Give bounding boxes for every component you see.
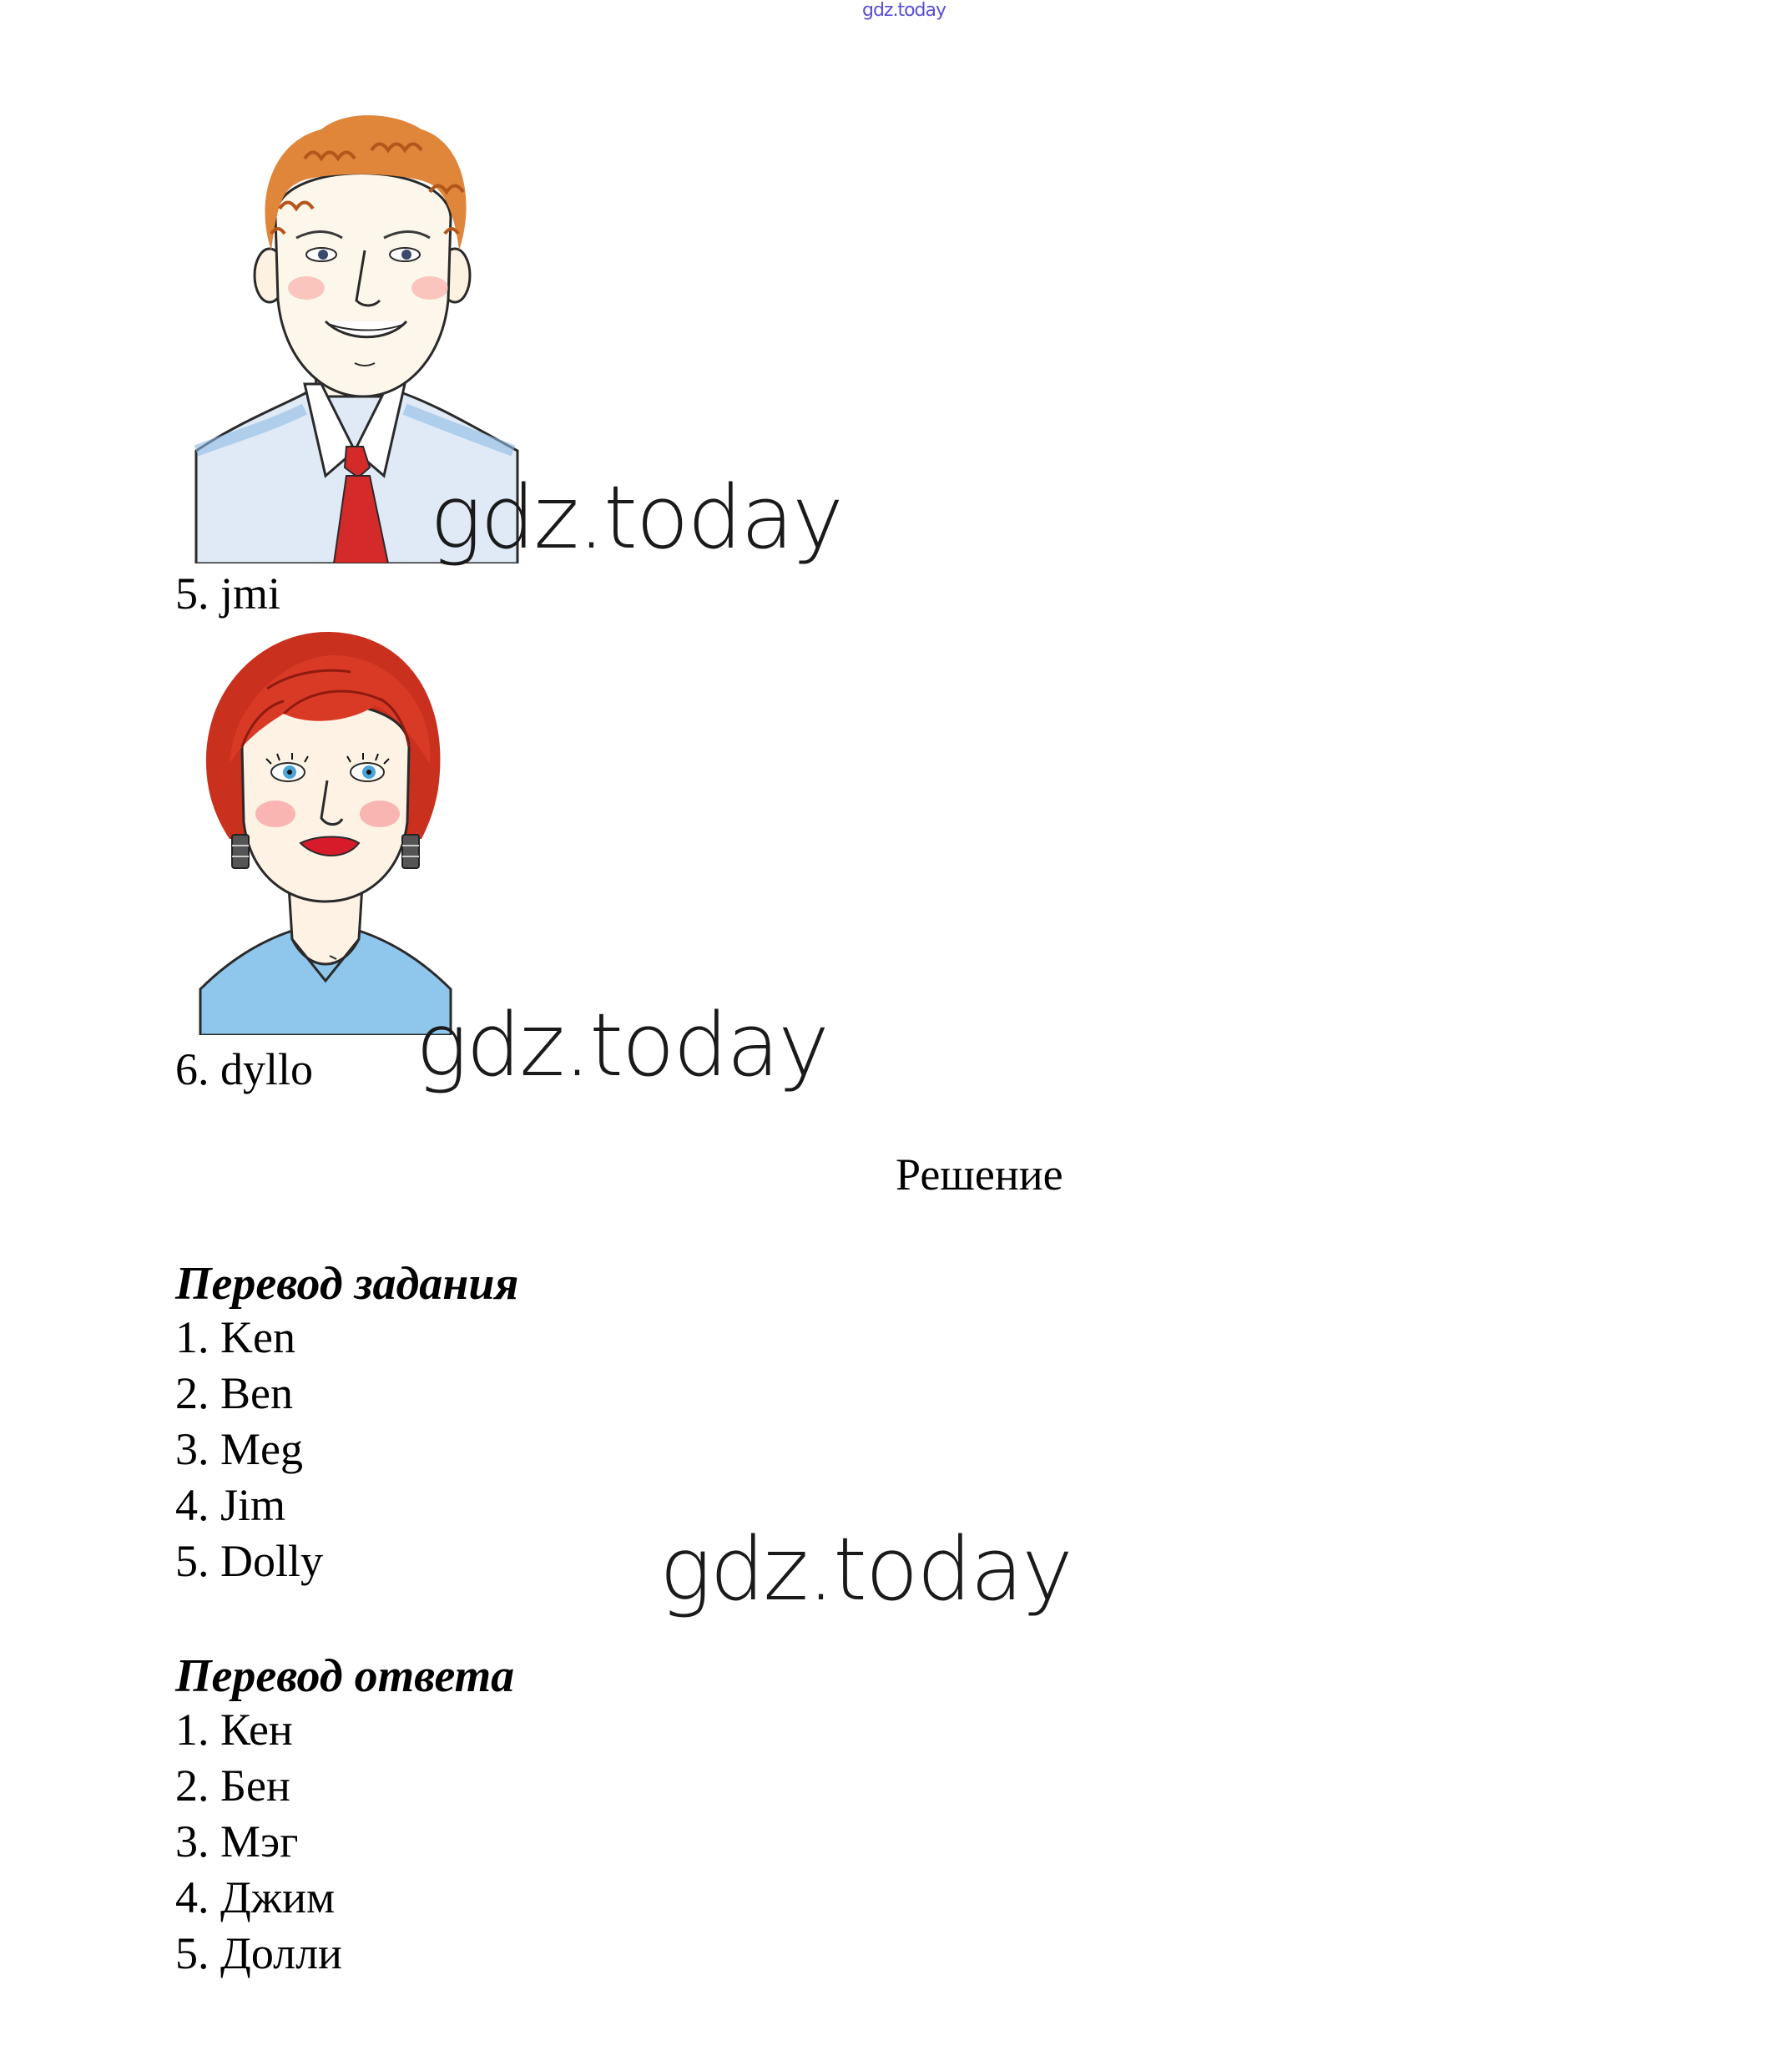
watermark: gdz.today [430,467,842,568]
list-item: 3. Мэг [175,1816,299,1866]
list-item: 5. Долли [175,1928,342,1978]
figure-caption: 5. jmi [175,568,281,619]
list-item: 2. Ben [175,1368,293,1418]
list-item: 4. Джим [175,1872,336,1922]
list-item: 2. Бен [175,1760,290,1811]
woman-icon [184,622,467,1035]
answer-translation-list [175,1702,342,1982]
list-item: 4. Jim [175,1480,286,1530]
watermark: gdz.today [416,994,828,1096]
task-translation-list [175,1310,323,1589]
watermark: gdz.today [659,1518,1072,1620]
list-item: 5. Dolly [175,1536,324,1586]
list-item: 3. Meg [175,1424,303,1474]
woman-illustration [184,622,467,1035]
task-translation-heading: Перевод задания [175,1258,519,1310]
solution-title: Решение [896,1149,1063,1200]
figure-caption: 6. dyllo [175,1044,314,1094]
answer-translation-heading: Перевод ответа [175,1650,515,1702]
list-item: 1. Ken [175,1312,295,1362]
list-item: 1. Кен [175,1705,293,1755]
site-link[interactable]: gdz.today [862,0,946,21]
